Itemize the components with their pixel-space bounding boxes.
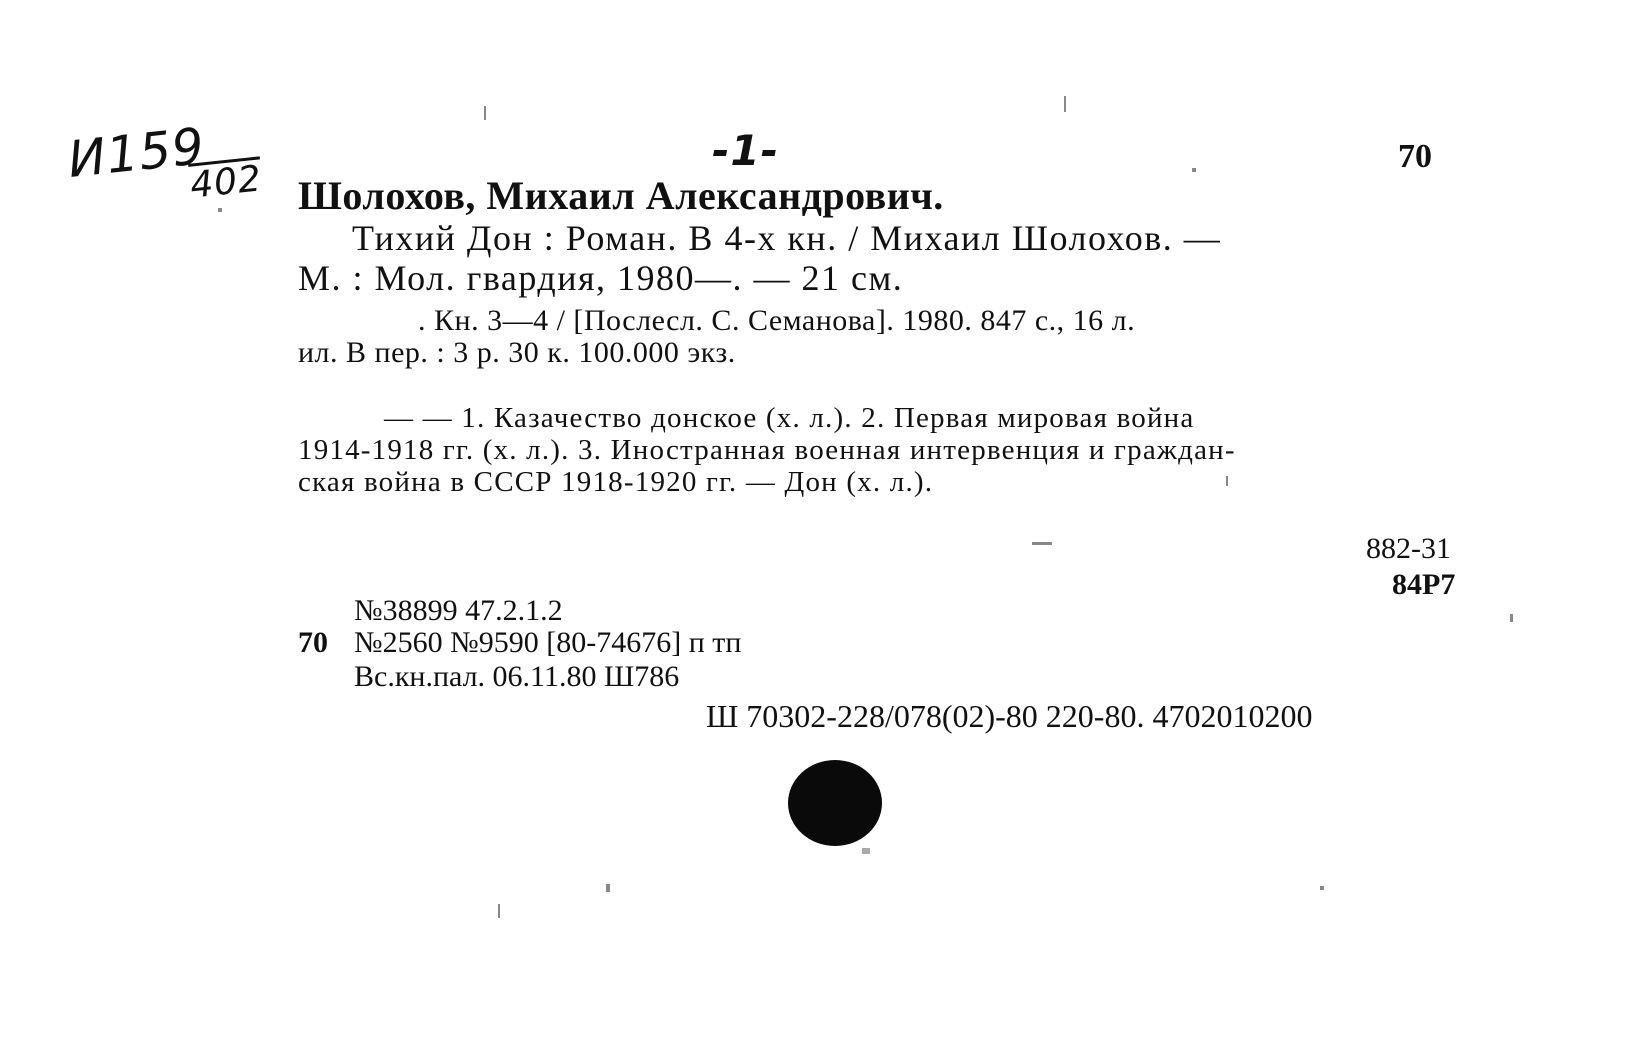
punch-hole: [788, 760, 882, 846]
scan-speck: [1032, 542, 1052, 545]
card-number: 70: [1398, 138, 1432, 175]
scan-speck: [1320, 886, 1324, 890]
imprint-line-2-prefix: 70: [298, 626, 328, 659]
subject-line-3: ская война в СССР 1918-1920 гг. — Дон (х. л.).: [298, 466, 934, 498]
bbk-code: 84Р7: [1392, 568, 1456, 601]
imprint-line-3: Вс.кн.пал. 06.11.80 Ш786: [354, 660, 680, 693]
subject-line-2: 1914-1918 гг. (х. л.). 3. Иностранная военная интервенция и граждан-: [298, 434, 1236, 466]
handwritten-inventory-number: И159: [65, 117, 208, 189]
handwritten-page-mark: -1-: [712, 126, 780, 175]
scan-speck: [1064, 96, 1066, 112]
scan-speck: [1226, 476, 1228, 486]
scan-speck: [1192, 168, 1196, 172]
udc-code: 882-31: [1366, 532, 1451, 565]
scan-speck: [218, 208, 222, 212]
handwritten-fraction: 402: [188, 158, 264, 207]
title-line-1: Тихий Дон : Роман. В 4-х кн. / Михаил Шолохов. —: [352, 218, 1222, 258]
scan-speck: [498, 904, 500, 918]
scan-speck: [1510, 614, 1513, 622]
volume-line-2: ил. В пер. : 3 р. 30 к. 100.000 экз.: [298, 336, 736, 369]
scan-speck: [484, 106, 486, 120]
title-line-2: М. : Мол. гвардия, 1980—. — 21 см.: [298, 258, 904, 298]
scan-speck: [862, 848, 870, 854]
imprint-line-4: Ш 70302-228/078(02)-80 220-80. 4702010200: [706, 698, 1313, 734]
volume-line-1: . Кн. 3—4 / [Послесл. С. Семанова]. 1980. 847 с., 16 л.: [418, 304, 1136, 337]
author-heading: Шолохов, Михаил Александрович.: [298, 173, 944, 218]
imprint-line-1: №38899 47.2.1.2: [354, 594, 563, 627]
subject-line-1: — — 1. Казачество донское (х. л.). 2. Первая мировая война: [384, 402, 1195, 434]
imprint-line-2: №2560 №9590 [80-74676] п тп: [354, 626, 742, 659]
scan-speck: [606, 884, 610, 892]
